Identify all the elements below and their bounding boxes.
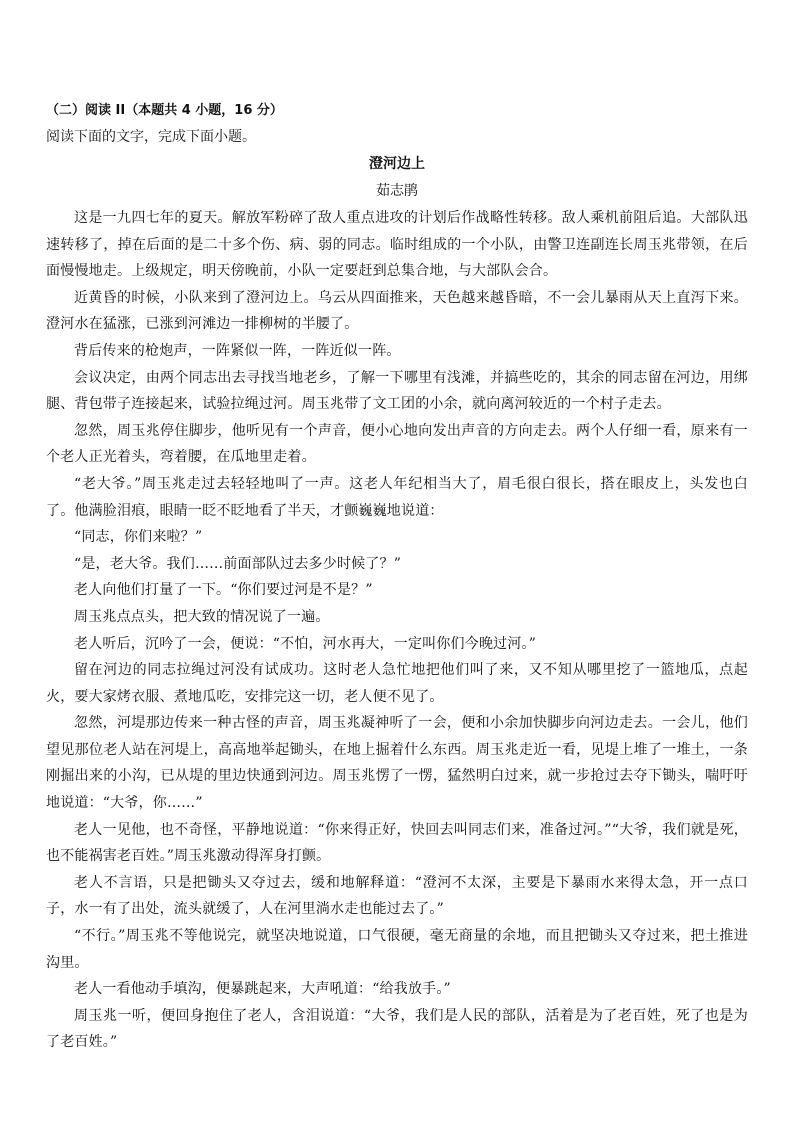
story-author: 茹志鹃 <box>376 183 418 199</box>
paragraph: 老人一见他，也不奇怪，平静地说道：“你来得正好，快回去叫同志们来，准备过河。”“大爷，我们就是死，也不能祸害老百姓。”周玉兆激动得浑身打颤。 <box>46 821 748 865</box>
dialogue-line: “同志，你们来啦？” <box>74 529 203 546</box>
story-title: 澄河边上 <box>369 156 425 172</box>
story-body <box>46 205 748 1056</box>
paragraph: 老人听后，沉吟了一会，便说：“不怕，河水再大，一定叫你们今晚过河。” <box>74 635 537 652</box>
paragraph: 留在河边的同志拉绳过河没有试成功。这时老人急忙地把他们叫了来，又不知从哪里挖了一篮地瓜，点起火，要大家烤衣服、煮地瓜吃，安排完这一切，老人便不见了。 <box>46 662 748 705</box>
paragraph: 老人一看他动手填沟，便暴跳起来，大声吼道：“给我放手。” <box>74 981 451 998</box>
paragraph: 忽然，周玉兆停住脚步，他听见有一个声音，便小心地向发出声音的方向走去。两个人仔细一看，原来有一个老人正光着头，弯着腰，在瓜地里走着。 <box>46 422 748 466</box>
paragraph: “老大爷。”周玉兆走过去轻轻地叫了一声。这老人年纪相当大了，眉毛很白很长，搭在眼皮上，头发也白了。他满脸泪痕，眼睛一眨不眨地看了半天，才颤巍巍地说道： <box>46 475 748 519</box>
section-heading: （二）阅读 II（本题共 4 小题，16 分） <box>46 103 283 118</box>
paragraph: 周玉兆一听，便回身抱住了老人，含泪说道：“大爷，我们是人民的部队，活着是为了老百姓，死了也是为了老百姓。” <box>46 1007 748 1051</box>
paragraph: 会议决定，由两个同志出去寻找当地老乡，了解一下哪里有浅滩，并搞些吃的，其余的同志留在河边，用绑腿、背包带子连接起来，试验拉绳过河。周玉兆带了文工团的小余，就向离河较近的一个村子走去。 <box>46 369 748 413</box>
paragraph: 忽然，河堤那边传来一种古怪的声音，周玉兆凝神听了一会，便和小余加快脚步向河边走去。一会儿，他们望见那位老人站在河堤上，高高地举起锄头，在地上掘着什么东西。周玉兆走近一看，见堤上堆了一堆土，一条刚掘出来的小沟，已从堤的里边快通到河边。周玉兆愣了一愣，猛然明白过来，就一步抢过去夺下锄头，喘吁吁地说道：“大爷，你……” <box>46 715 748 812</box>
paragraph: 背后传来的枪炮声，一阵紧似一阵，一阵近似一阵。 <box>74 342 401 359</box>
dialogue-line: “是，老大爷。我们……前面部队过去多少时候了？” <box>74 555 402 572</box>
document-page <box>46 100 748 1056</box>
paragraph: 老人不言语，只是把锄头又夺过去，缓和地解释道：“澄河不太深，主要是下暴雨水来得太急，开一点口子，水一有了出处，流头就缓了，人在河里淌水走也能过去了。” <box>46 874 748 918</box>
instruction-text: 阅读下面的文字，完成下面小题。 <box>46 129 256 145</box>
paragraph: 近黄昏的时候，小队来到了澄河边上。乌云从四面推来，天色越来越昏暗，不一会儿暴雨从天上直泻下来。澄河水在猛涨，已涨到河滩边一排柳树的半腰了。 <box>46 289 748 333</box>
paragraph: 这是一九四七年的夏天。解放军粉碎了敌人重点进攻的计划后作战略性转移。敌人乘机前阻后追。大部队迅速转移了，掉在后面的是二十多个伤、病、弱的同志。临时组成的一个小队，由警卫连副连长周玉兆带领，在后面慢慢地走。上级规定，明天傍晚前，小队一定要赶到总集合地，与大部队会合。 <box>46 210 748 280</box>
paragraph: 老人向他们打量了一下。“你们要过河是不是？” <box>74 582 373 599</box>
paragraph: “不行。”周玉兆不等他说完，就坚决地说道，口气很硬，毫无商量的余地，而且把锄头又夺过来，把土推进沟里。 <box>46 928 748 971</box>
paragraph: 周玉兆点点头，把大致的情况说了一遍。 <box>74 608 330 625</box>
